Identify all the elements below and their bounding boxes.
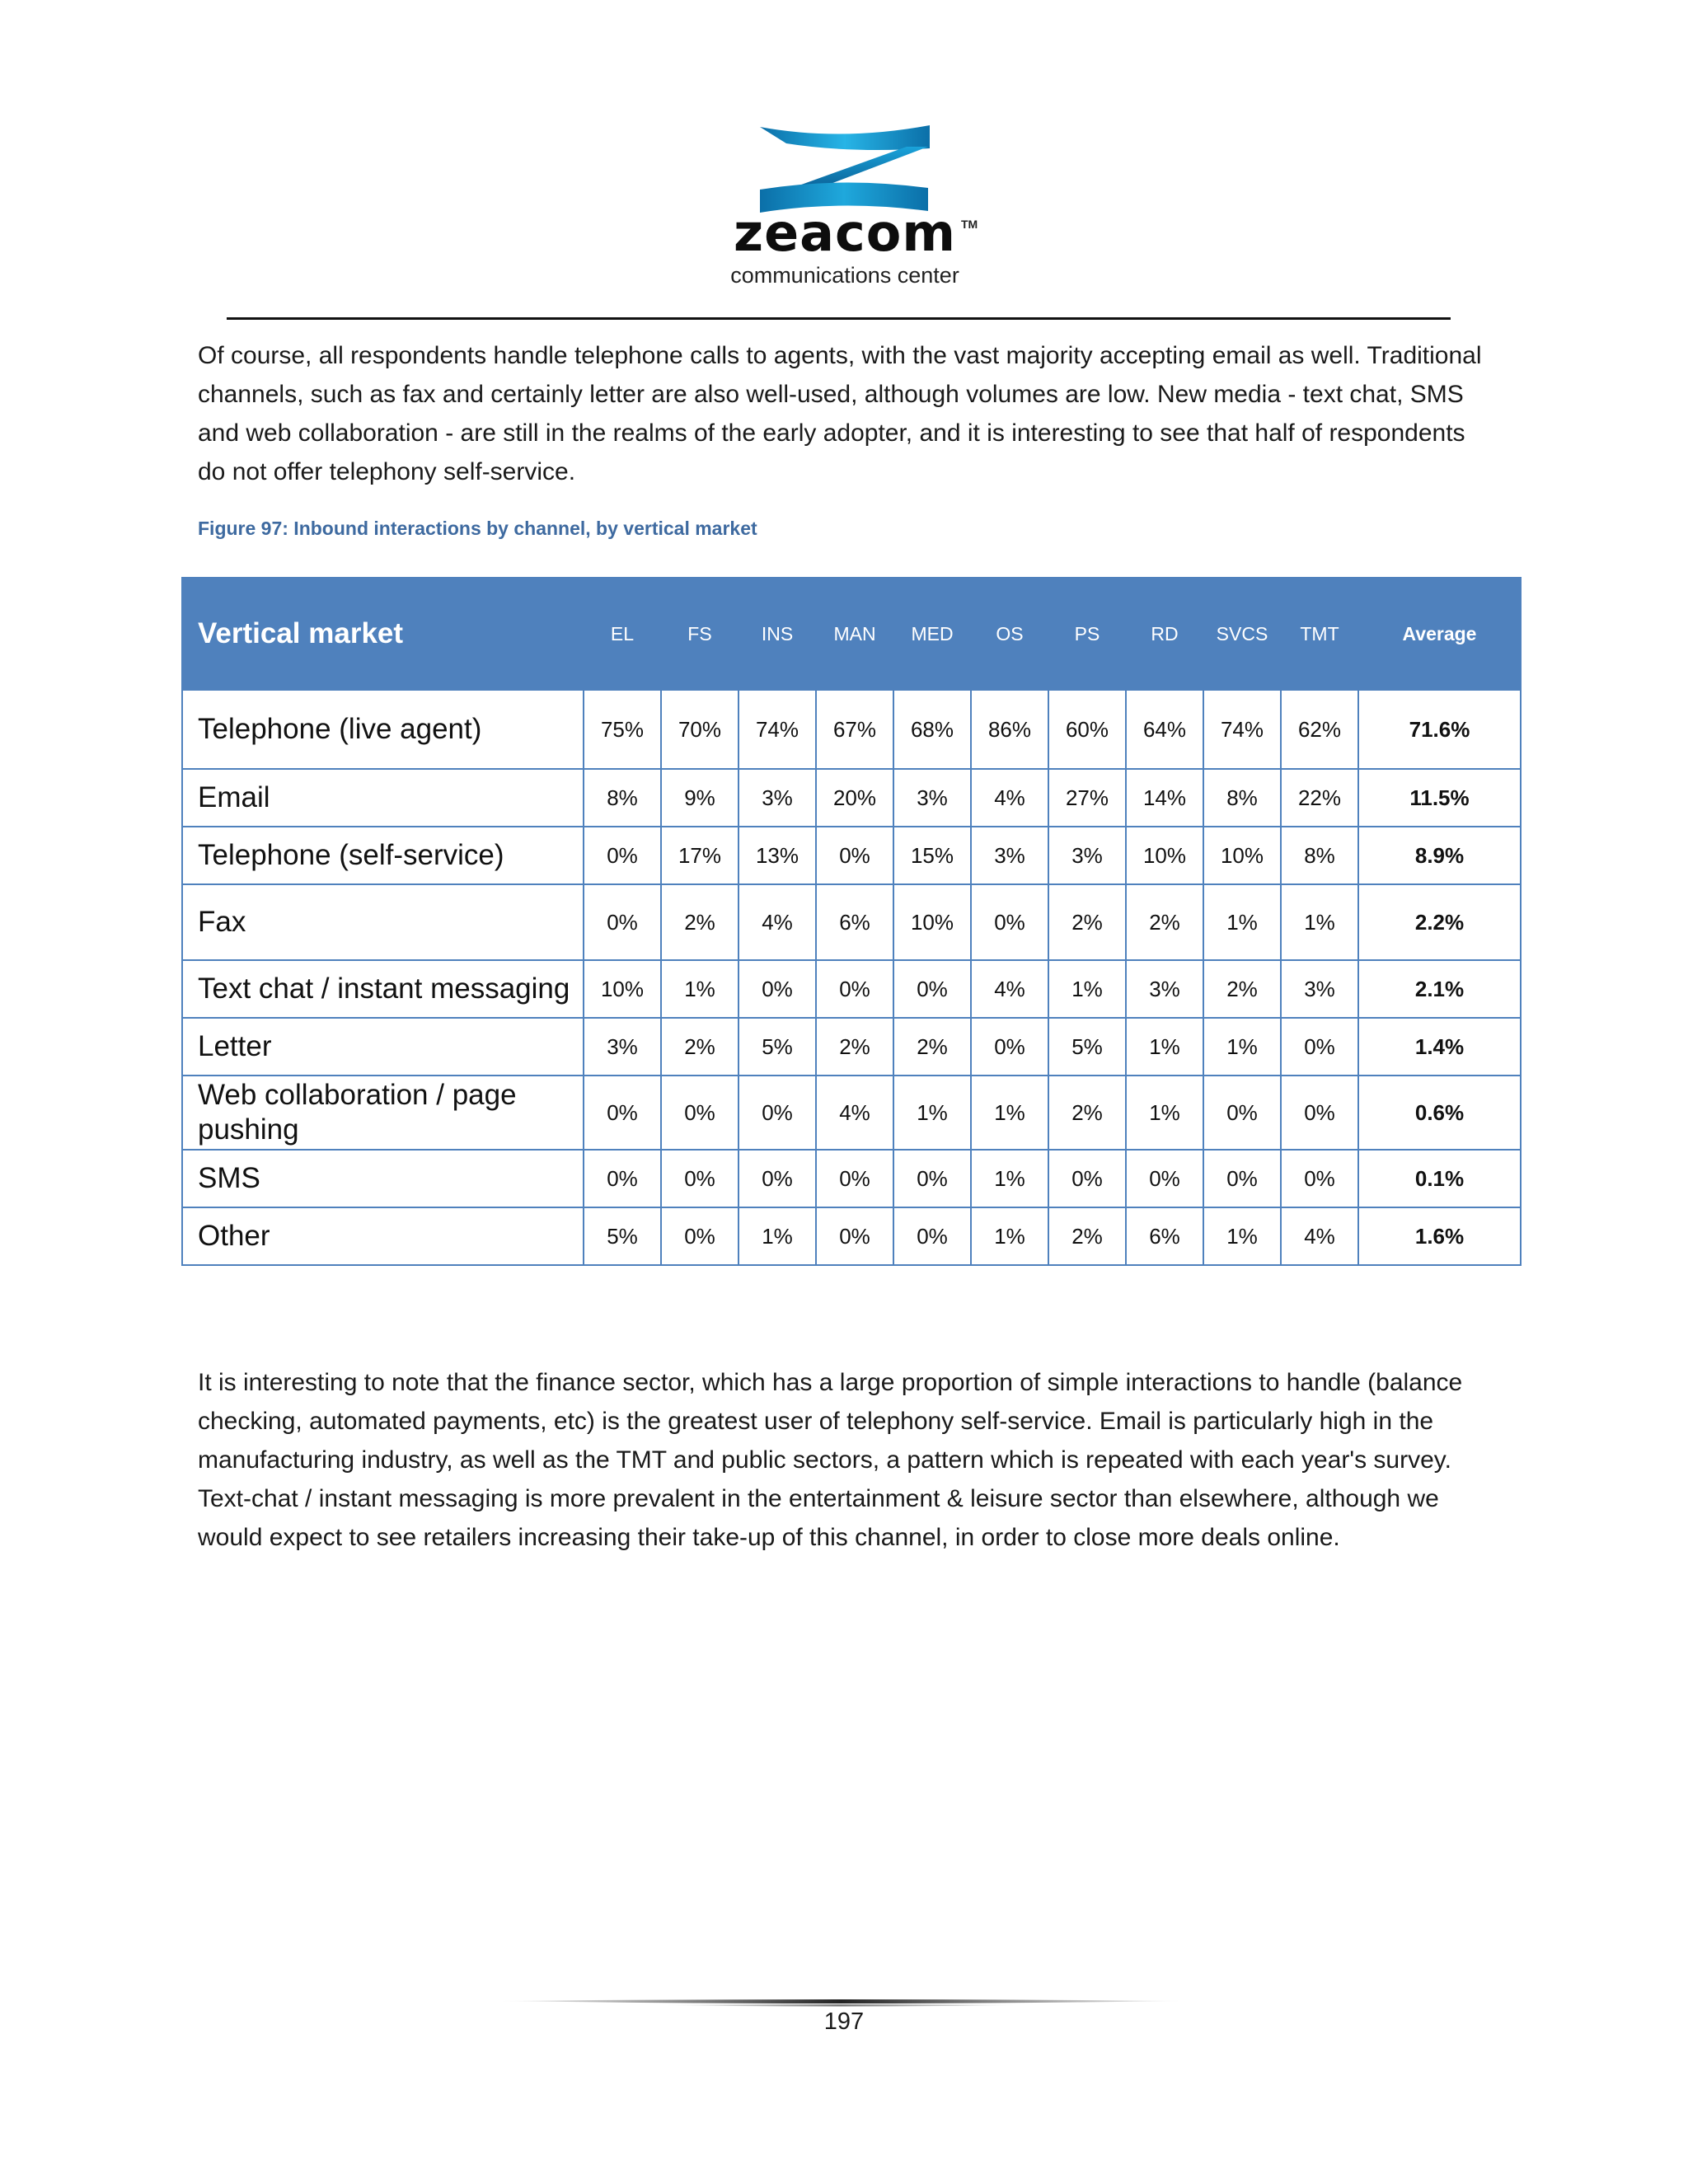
value-cell: 2% [1048, 884, 1126, 960]
value-cell: 86% [971, 690, 1048, 769]
table-body [182, 690, 1521, 1265]
value-cell: 2% [1048, 1207, 1126, 1265]
value-cell: 70% [661, 690, 738, 769]
row-label: Text chat / instant messaging [182, 960, 584, 1018]
value-cell: 0% [1126, 1150, 1203, 1207]
row-label: Email [182, 769, 584, 827]
value-cell: 5% [738, 1018, 816, 1076]
value-cell: 10% [893, 884, 971, 960]
header-os: OS [971, 578, 1048, 690]
value-cell: 9% [661, 769, 738, 827]
header-el: EL [584, 578, 661, 690]
header-average: Average [1358, 578, 1521, 690]
value-cell: 0% [661, 1150, 738, 1207]
value-cell: 6% [816, 884, 893, 960]
value-cell: 75% [584, 690, 661, 769]
value-cell: 0% [1203, 1150, 1281, 1207]
table-row [182, 1018, 1521, 1076]
value-cell: 1% [893, 1076, 971, 1150]
value-cell: 20% [816, 769, 893, 827]
value-cell: 3% [738, 769, 816, 827]
value-cell: 0% [893, 960, 971, 1018]
table-row [182, 690, 1521, 769]
logo-trademark: TM [961, 218, 978, 231]
value-cell: 0% [584, 1150, 661, 1207]
row-label: SMS [182, 1150, 584, 1207]
row-label: Telephone (live agent) [182, 690, 584, 769]
company-logo [717, 122, 989, 297]
value-cell: 74% [1203, 690, 1281, 769]
value-cell: 0% [1281, 1018, 1358, 1076]
table-row [182, 1076, 1521, 1150]
header-ins: INS [738, 578, 816, 690]
value-cell: 10% [1203, 827, 1281, 884]
value-cell: 67% [816, 690, 893, 769]
header-ps: PS [1048, 578, 1126, 690]
value-cell: 4% [738, 884, 816, 960]
value-cell: 68% [893, 690, 971, 769]
value-cell: 0% [971, 884, 1048, 960]
value-cell: 1% [1203, 1018, 1281, 1076]
value-cell: 1% [1126, 1018, 1203, 1076]
value-cell: 74% [738, 690, 816, 769]
value-cell: 10% [1126, 827, 1203, 884]
table-row [182, 769, 1521, 827]
value-cell: 3% [1048, 827, 1126, 884]
value-cell: 6% [1126, 1207, 1203, 1265]
row-label: Letter [182, 1018, 584, 1076]
value-cell: 1% [971, 1150, 1048, 1207]
value-cell: 1% [1126, 1076, 1203, 1150]
value-cell: 0% [816, 1207, 893, 1265]
header-divider [227, 317, 1451, 320]
value-cell: 0% [1203, 1076, 1281, 1150]
value-cell: 2% [1126, 884, 1203, 960]
channel-table [181, 577, 1522, 1266]
value-cell: 13% [738, 827, 816, 884]
row-label: Other [182, 1207, 584, 1265]
table-row [182, 960, 1521, 1018]
value-cell: 2% [1203, 960, 1281, 1018]
table-row [182, 1150, 1521, 1207]
value-cell: 2% [661, 884, 738, 960]
header-fs: FS [661, 578, 738, 690]
value-cell: 0% [661, 1207, 738, 1265]
average-cell: 1.4% [1358, 1018, 1521, 1076]
value-cell: 5% [584, 1207, 661, 1265]
value-cell: 14% [1126, 769, 1203, 827]
value-cell: 0% [738, 960, 816, 1018]
value-cell: 1% [1203, 884, 1281, 960]
header-med: MED [893, 578, 971, 690]
average-cell: 2.2% [1358, 884, 1521, 960]
value-cell: 2% [1048, 1076, 1126, 1150]
value-cell: 0% [1048, 1150, 1126, 1207]
value-cell: 5% [1048, 1018, 1126, 1076]
footer-divider [499, 1998, 1183, 2009]
value-cell: 15% [893, 827, 971, 884]
value-cell: 4% [816, 1076, 893, 1150]
row-label: Fax [182, 884, 584, 960]
zeacom-z-mark-icon [750, 122, 940, 214]
header-tmt: TMT [1281, 578, 1358, 690]
value-cell: 0% [816, 1150, 893, 1207]
average-cell: 0.6% [1358, 1076, 1521, 1150]
value-cell: 4% [971, 769, 1048, 827]
value-cell: 2% [661, 1018, 738, 1076]
value-cell: 0% [661, 1076, 738, 1150]
value-cell: 1% [738, 1207, 816, 1265]
logo-wordmark: zeacom [734, 203, 956, 263]
value-cell: 3% [1126, 960, 1203, 1018]
value-cell: 3% [971, 827, 1048, 884]
value-cell: 1% [971, 1076, 1048, 1150]
value-cell: 22% [1281, 769, 1358, 827]
value-cell: 17% [661, 827, 738, 884]
logo-subtitle: communications center [730, 263, 959, 288]
average-cell: 0.1% [1358, 1150, 1521, 1207]
value-cell: 1% [1281, 884, 1358, 960]
page-number: 197 [823, 2008, 865, 2035]
table-row [182, 827, 1521, 884]
table-row [182, 884, 1521, 960]
row-label: Web collaboration / page pushing [182, 1076, 584, 1150]
value-cell: 0% [584, 827, 661, 884]
value-cell: 0% [816, 960, 893, 1018]
value-cell: 0% [816, 827, 893, 884]
value-cell: 0% [1281, 1076, 1358, 1150]
value-cell: 4% [971, 960, 1048, 1018]
value-cell: 2% [893, 1018, 971, 1076]
average-cell: 1.6% [1358, 1207, 1521, 1265]
intro-paragraph: Of course, all respondents handle telephone calls to agents, with the vast majority accepting email as well. Traditional channels, such as fax and certainly letter are also well-used, although volumes are low. New media - text chat, SMS and web collaboration - are still in the realms of the early adopter, and it is interesting to see that half of respondents do not offer telephony self-service. [198, 342, 1482, 485]
value-cell: 1% [1048, 960, 1126, 1018]
value-cell: 0% [738, 1076, 816, 1150]
average-cell: 11.5% [1358, 769, 1521, 827]
value-cell: 27% [1048, 769, 1126, 827]
value-cell: 0% [893, 1207, 971, 1265]
average-cell: 2.1% [1358, 960, 1521, 1018]
value-cell: 1% [661, 960, 738, 1018]
value-cell: 3% [893, 769, 971, 827]
table-row [182, 1207, 1521, 1265]
value-cell: 3% [1281, 960, 1358, 1018]
header-vertical-market: Vertical market [182, 578, 584, 690]
value-cell: 10% [584, 960, 661, 1018]
header-man: MAN [816, 578, 893, 690]
value-cell: 62% [1281, 690, 1358, 769]
header-svcs: SVCS [1203, 578, 1281, 690]
value-cell: 3% [584, 1018, 661, 1076]
value-cell: 0% [584, 1076, 661, 1150]
value-cell: 0% [738, 1150, 816, 1207]
value-cell: 8% [1203, 769, 1281, 827]
value-cell: 4% [1281, 1207, 1358, 1265]
average-cell: 71.6% [1358, 690, 1521, 769]
value-cell: 8% [1281, 827, 1358, 884]
value-cell: 1% [971, 1207, 1048, 1265]
table-header-row [182, 578, 1521, 690]
average-cell: 8.9% [1358, 827, 1521, 884]
value-cell: 60% [1048, 690, 1126, 769]
value-cell: 0% [584, 884, 661, 960]
value-cell: 8% [584, 769, 661, 827]
value-cell: 0% [971, 1018, 1048, 1076]
figure-caption: Figure 97: Inbound interactions by channel, by vertical market [198, 518, 757, 539]
value-cell: 0% [1281, 1150, 1358, 1207]
value-cell: 2% [816, 1018, 893, 1076]
value-cell: 64% [1126, 690, 1203, 769]
closing-paragraph: It is interesting to note that the finance sector, which has a large proportion of simple interactions to handle (balance checking, automated payments, etc) is the greatest user of telephony self-service. Email is particularly high in the manufacturing industry, as well as the TMT and public sectors, a pattern which is repeated with each year's survey. Text-chat / instant messaging is more prevalent in the entertainment & leisure sector than elsewhere, although we would expect to see retailers increasing their take-up of this channel, in order to close more deals online. [198, 1369, 1463, 1551]
header-rd: RD [1126, 578, 1203, 690]
value-cell: 0% [893, 1150, 971, 1207]
row-label: Telephone (self-service) [182, 827, 584, 884]
value-cell: 1% [1203, 1207, 1281, 1265]
